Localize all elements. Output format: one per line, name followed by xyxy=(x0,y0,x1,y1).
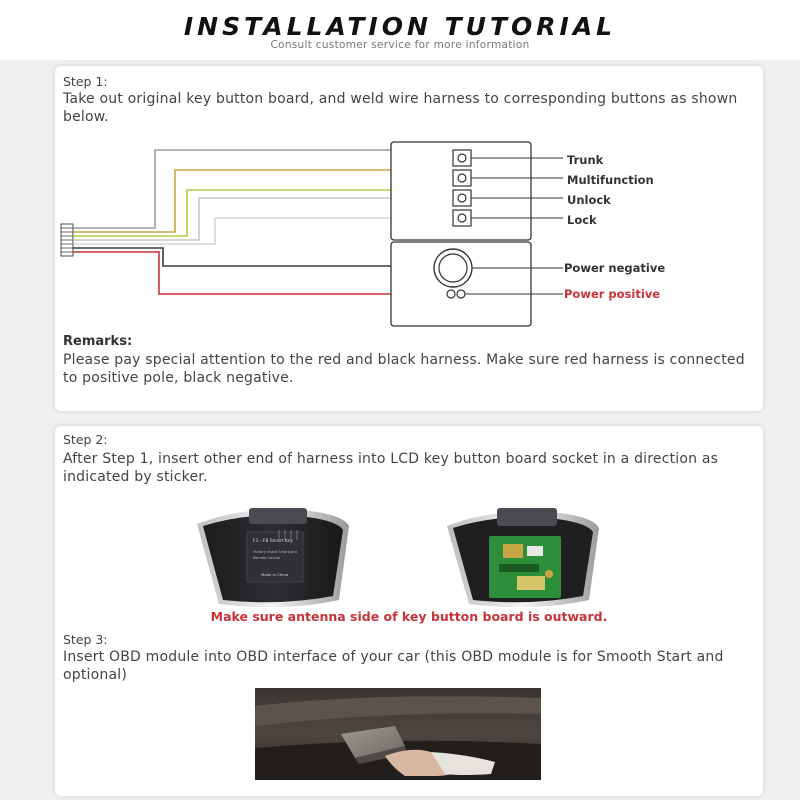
step2-label: Step 2: xyxy=(63,432,108,447)
button-lock-icon xyxy=(453,210,471,226)
step1-card xyxy=(55,66,763,411)
connector-plug xyxy=(61,224,73,256)
step1-label: Step 1: xyxy=(63,74,108,89)
svg-text:Made in China: Made in China xyxy=(261,572,289,577)
step1-text: Take out original key button board, and weld wire harness to corresponding buttons as shown below. xyxy=(63,91,738,125)
obd-photo xyxy=(255,688,541,780)
battery-board-outline xyxy=(391,242,531,326)
header xyxy=(0,0,800,60)
label-multifunction: Multifunction xyxy=(567,173,654,187)
antenna-warning: Make sure antenna side of key button board is outward. xyxy=(210,609,608,624)
button-trunk-icon xyxy=(453,150,471,166)
label-power-positive: Power positive xyxy=(564,287,661,301)
page-title: INSTALLATION TUTORIAL xyxy=(183,12,617,41)
button-multifunction-icon xyxy=(453,170,471,186)
key-photo-back xyxy=(183,504,363,614)
remarks-title: Remarks: xyxy=(63,334,133,349)
svg-text:F1 - F8 Smart Key: F1 - F8 Smart Key xyxy=(253,539,294,544)
step3-label: Step 3: xyxy=(63,632,108,647)
key-photo-board xyxy=(433,504,613,614)
step3-text: Insert OBD module into OBD interface of your car (this OBD module is for Smooth Start and optional) xyxy=(63,649,724,683)
label-power-negative: Power negative xyxy=(564,261,666,275)
label-unlock: Unlock xyxy=(567,193,611,207)
page-subtitle: Consult customer service for more information xyxy=(270,39,530,51)
button-unlock-icon xyxy=(453,190,471,206)
label-trunk: Trunk xyxy=(567,153,604,167)
remarks-text: Please pay special attention to the red and black harness. Make sure red harness is connected to positive pole, black negative. xyxy=(63,352,745,386)
step2-text: After Step 1, insert other end of harness into LCD key button board socket in a direction as indicated by sticker. xyxy=(63,451,719,485)
label-lock: Lock xyxy=(567,213,597,227)
svg-text:Factory Install Smartcard: Factory Install Smartcard xyxy=(253,550,297,554)
step2-card xyxy=(55,426,763,796)
svg-text:Remote Control: Remote Control xyxy=(253,556,281,560)
button-labels xyxy=(567,150,654,230)
